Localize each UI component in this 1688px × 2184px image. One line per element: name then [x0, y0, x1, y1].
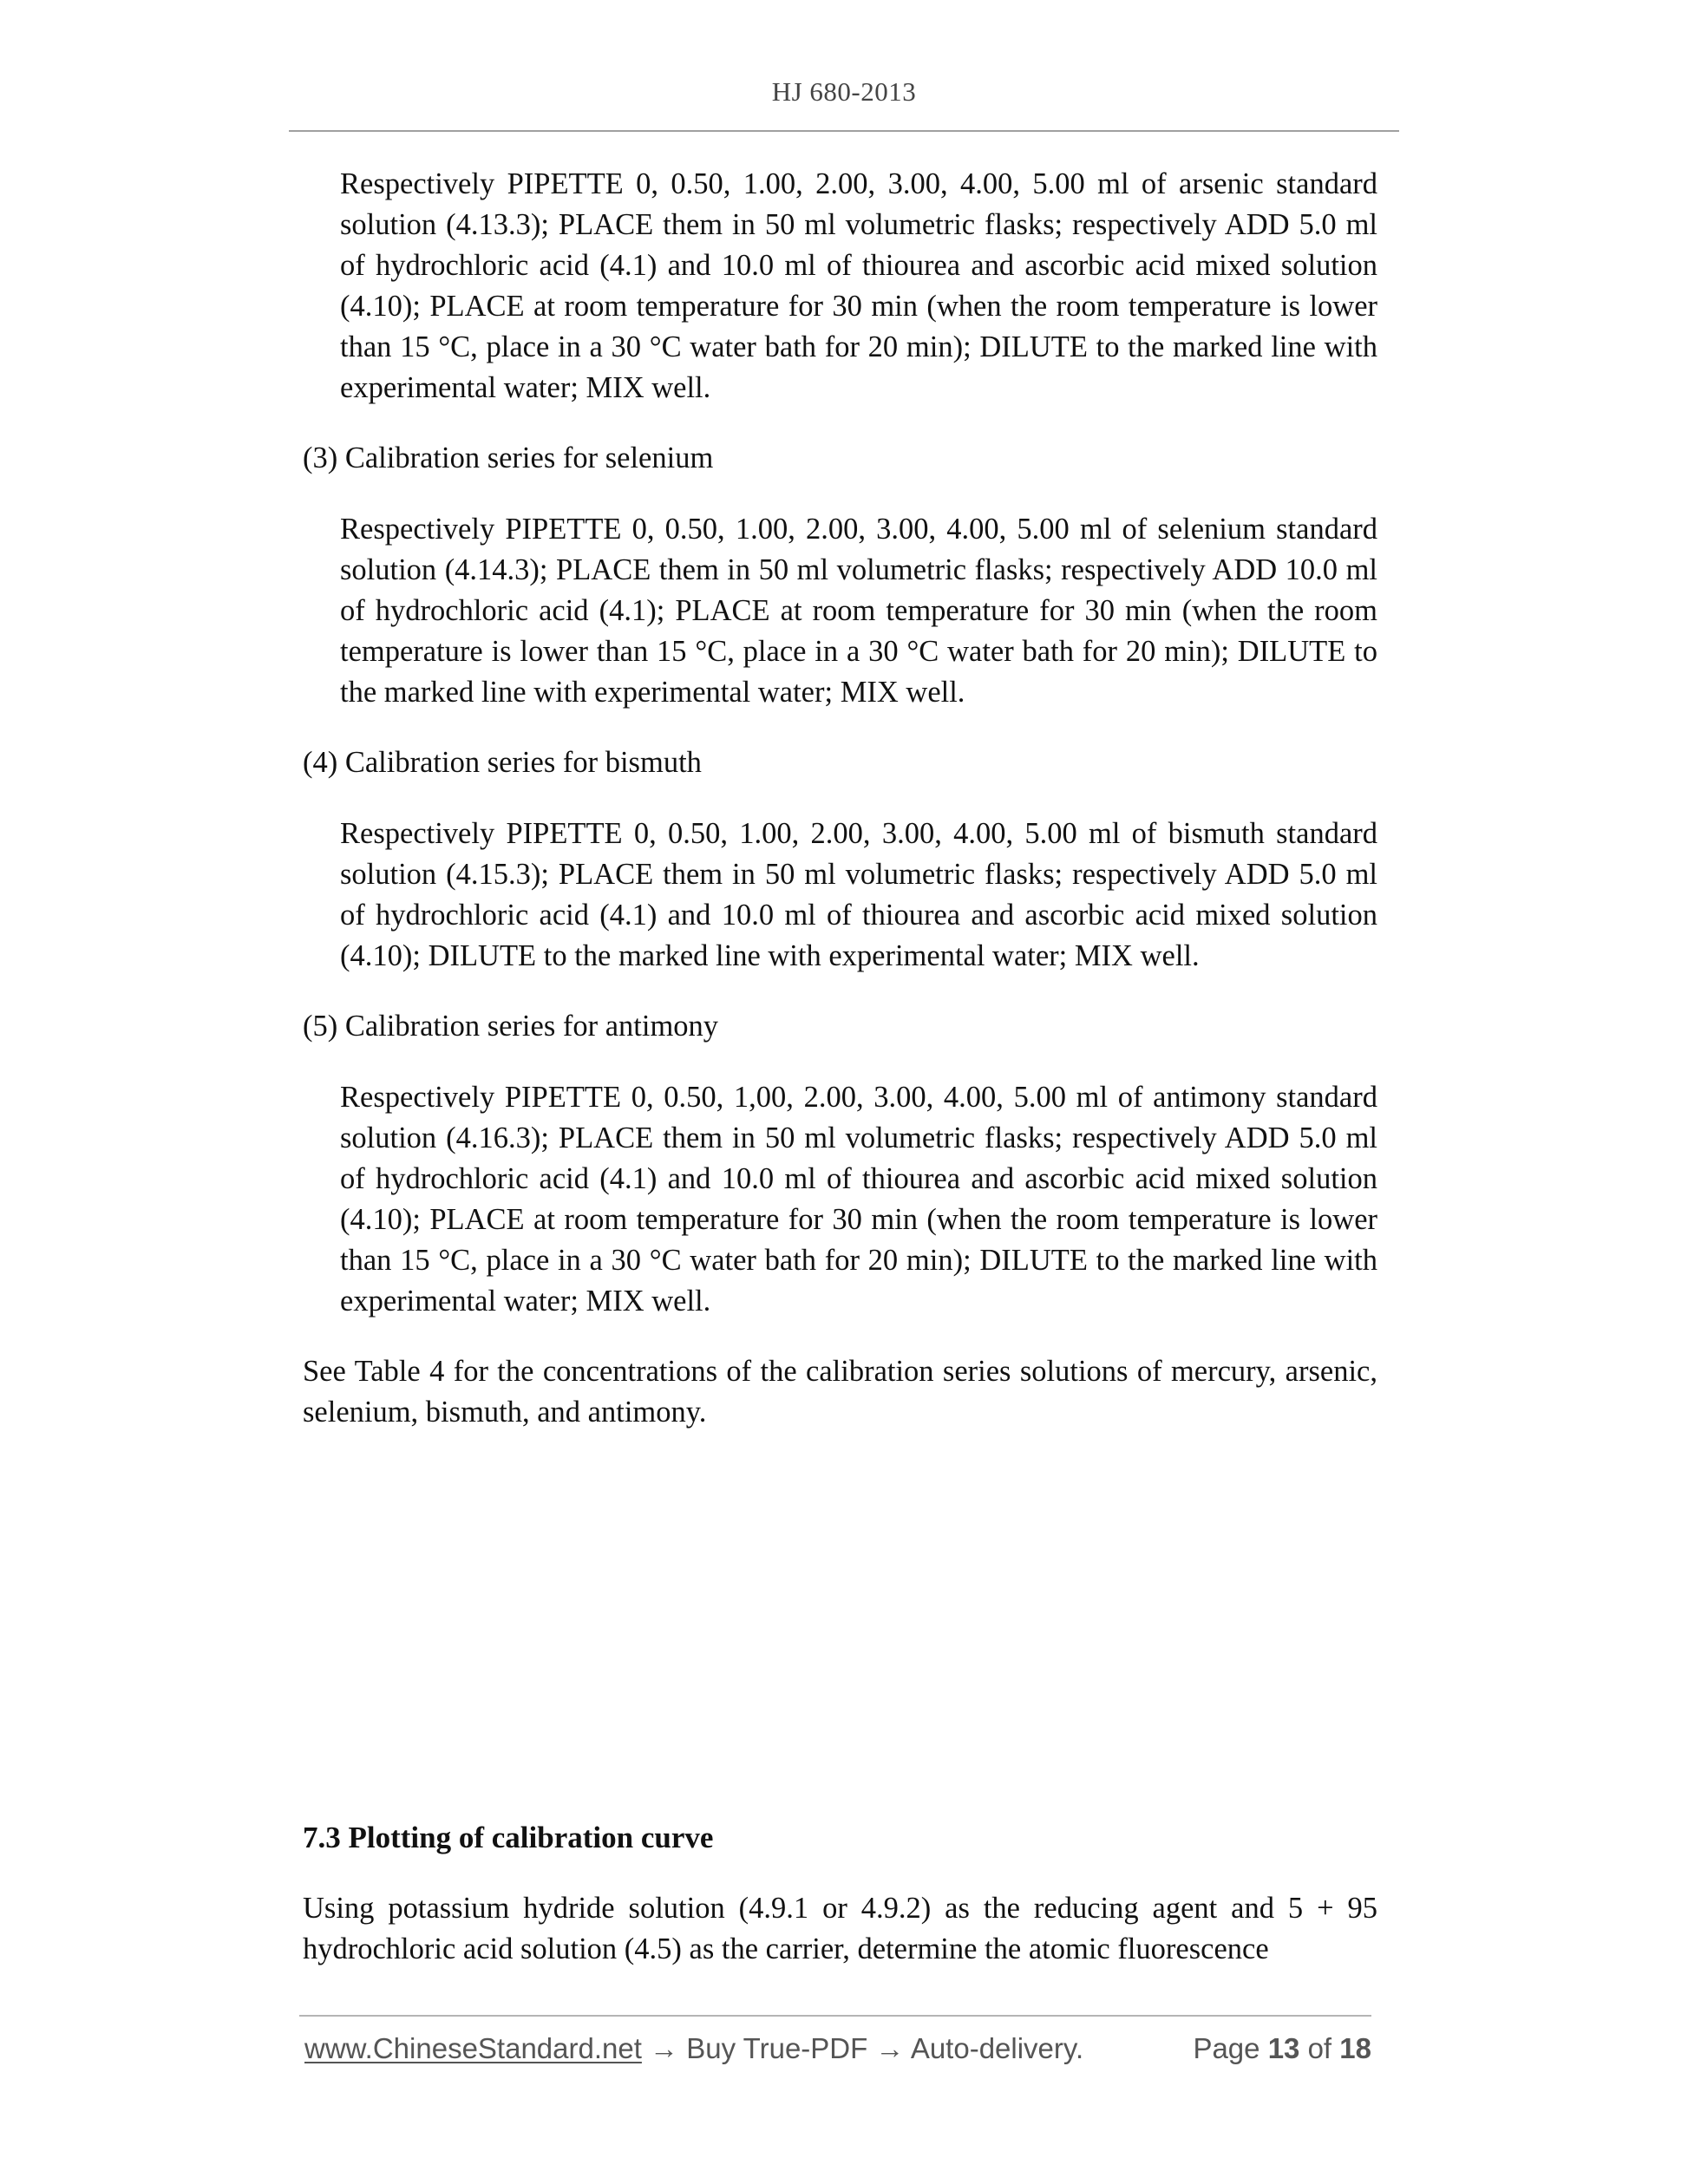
antimony-procedure-paragraph: Respectively PIPETTE 0, 0.50, 1,00, 2.00, 3.00, 4.00, 5.00 ml of antimony standard solution (4.16.3); PLACE them in 50 ml volumetric flasks; respectively ADD 5.0 ml of hydrochloric acid (4.1) and 10.0 ml of thiourea and ascorbic acid mixed solution (4.10); PLACE at room temperature for 30 min (when the room temperature is lower than 15 °C, place in a 30 °C water bath for 20 min); DILUTE to the marked line with experimental water; MIX well. — [340, 1081, 1377, 1318]
section-7-3-paragraph: Using potassium hydride solution (4.9.1 or 4.9.2) as the reducing agent and 5 + 95 hydrochloric acid solution (4.5) as the carrier, determine the atomic fluorescence — [303, 1892, 1377, 1965]
page-footer — [304, 2032, 1371, 2072]
footer-divider — [299, 2015, 1371, 2017]
antimony-series-heading: (5) Calibration series for antimony — [303, 1010, 719, 1043]
bismuth-procedure-paragraph: Respectively PIPETTE 0, 0.50, 1.00, 2.00, 3.00, 4.00, 5.00 ml of bismuth standard solution (4.15.3); PLACE them in 50 ml volumetric flasks; respectively ADD 5.0 ml of hydrochloric acid (4.1) and 10.0 ml of thiourea and ascorbic acid mixed solution (4.10); DILUTE to the marked line with experimental water; MIX well. — [340, 817, 1377, 972]
section-7-3-heading: 7.3 Plotting of calibration curve — [303, 1821, 714, 1854]
footer-promo — [304, 2032, 1083, 2065]
total-page-number: 18 — [1339, 2032, 1371, 2064]
selenium-series-heading: (3) Calibration series for selenium — [303, 441, 714, 474]
current-page-number: 13 — [1267, 2032, 1300, 2064]
arsenic-procedure-paragraph: Respectively PIPETTE 0, 0.50, 1.00, 2.00, 3.00, 4.00, 5.00 ml of arsenic standard solution (4.13.3); PLACE them in 50 ml volumetric flasks; respectively ADD 5.0 ml of hydrochloric acid (4.1) and 10.0 ml of thiourea and ascorbic acid mixed solution (4.10); PLACE at room temperature for 30 min (when the room temperature is lower than 15 °C, place in a 30 °C water bath for 20 min); DILUTE to the marked line with experimental water; MIX well. — [340, 167, 1377, 404]
page-number — [1193, 2032, 1371, 2065]
header-divider — [289, 130, 1399, 132]
page-label: Page — [1193, 2032, 1260, 2064]
footer-promo-text: → Buy True-PDF → Auto-delivery. — [641, 2032, 1084, 2064]
bismuth-series-heading: (4) Calibration series for bismuth — [303, 746, 702, 779]
of-label: of — [1307, 2032, 1332, 2064]
table-4-reference-paragraph: See Table 4 for the concentrations of the calibration series solutions of mercury, arsenic, selenium, bismuth, and antimony. — [303, 1355, 1377, 1429]
chinesestandard-link[interactable]: www.ChineseStandard.net — [304, 2032, 642, 2064]
selenium-procedure-paragraph: Respectively PIPETTE 0, 0.50, 1.00, 2.00, 3.00, 4.00, 5.00 ml of selenium standard solution (4.14.3); PLACE them in 50 ml volumetric flasks; respectively ADD 10.0 ml of hydrochloric acid (4.1); PLACE at room temperature for 30 min (when the room temperature is lower than 15 °C, place in a 30 °C water bath for 20 min); DILUTE to the marked line with experimental water; MIX well. — [340, 513, 1377, 709]
document-code-header: HJ 680-2013 — [771, 76, 917, 107]
